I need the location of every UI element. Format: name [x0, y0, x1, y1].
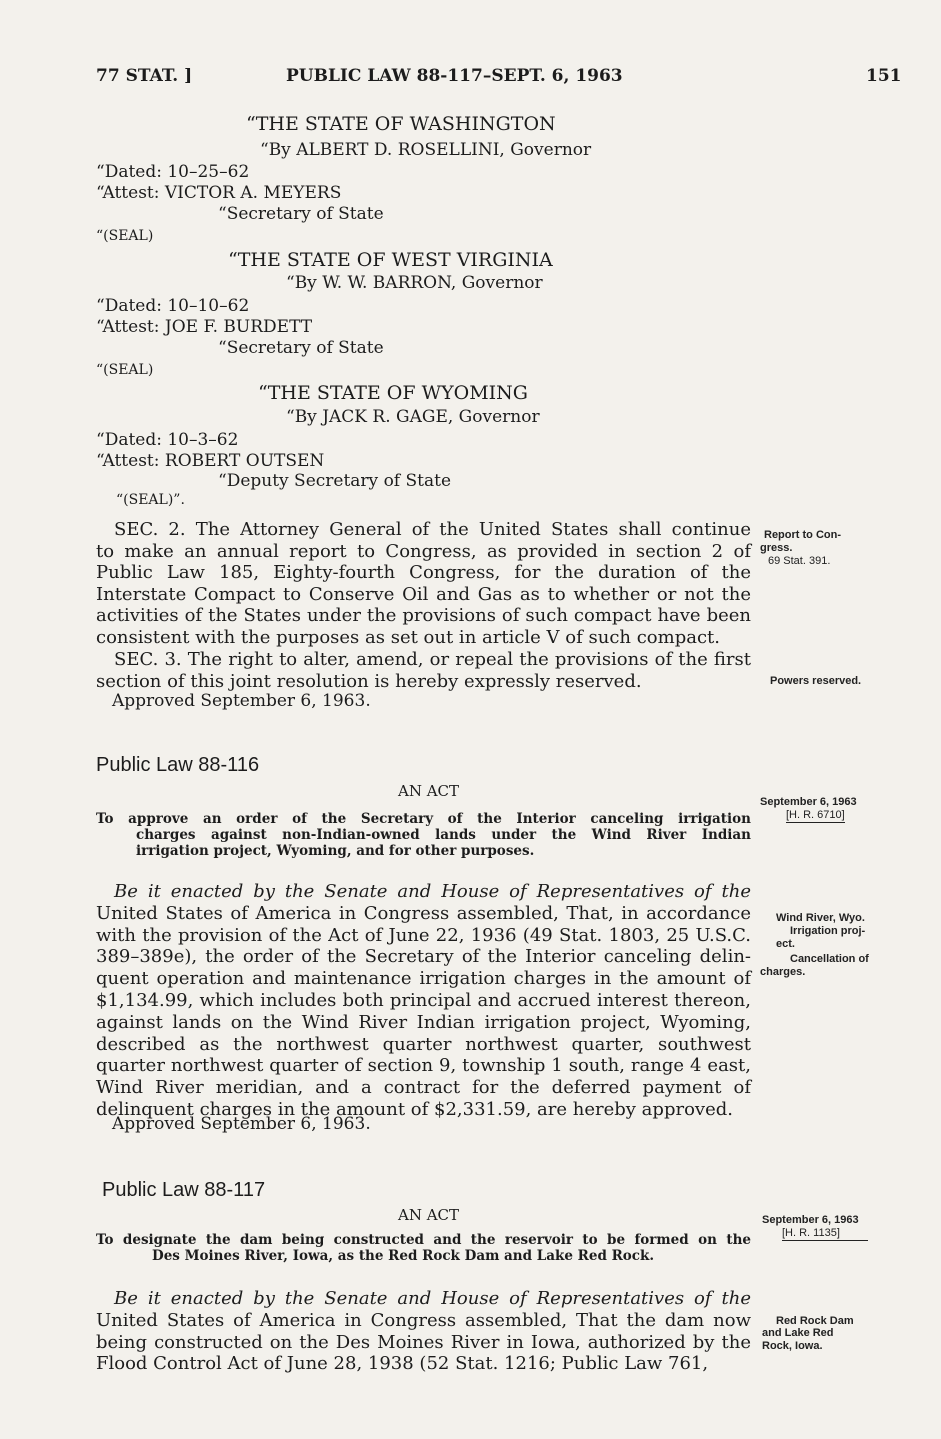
public-law-117-body — [96, 1288, 751, 1375]
west-virginia-attest: “Attest: JOE F. BURDETT — [96, 317, 313, 337]
margin-note-wind-river: Wind River, Wyo. — [776, 912, 865, 924]
body-line: United States of America in Congress assembled, That, in accordance — [96, 902, 751, 924]
body-line: quent operation and maintenance irrigation charges in the amount of — [96, 968, 751, 990]
summary-line: irrigation project, Wyoming, and for other purposes. — [136, 843, 535, 859]
section-3-paragraph — [96, 649, 751, 692]
section-2-line: consistent with the purposes as set out in article V of such compact. — [96, 626, 720, 648]
body-line: $1,134.99, which includes both principal and accrued interest thereon, — [96, 989, 751, 1011]
section-2-line: Public Law 185, Eighty-fourth Congress, for the duration of the — [96, 562, 751, 584]
west-virginia-dated: “Dated: 10–10–62 — [96, 296, 250, 316]
section-3-line: section of this joint resolution is hereby expressly reserved. — [96, 670, 642, 692]
body-line: delinquent charges in the amount of $2,331.59, are hereby approved. — [96, 1098, 733, 1120]
body-line: Wind River meridian, and a contract for the deferred payment of — [96, 1077, 751, 1099]
body-line: 389–389e), the order of the Secretary of the Interior canceling delin- — [96, 946, 751, 968]
approved-date: Approved September 6, 1963. — [112, 691, 371, 711]
public-law-116-summary — [96, 811, 751, 859]
margin-note-cancellation: Cancellation of — [790, 953, 869, 965]
margin-note-charges: charges. — [760, 966, 806, 978]
west-virginia-seal: “(SEAL) — [96, 362, 154, 378]
west-virginia-office: “Secretary of State — [218, 338, 384, 358]
washington-dated: “Dated: 10–25–62 — [96, 162, 250, 182]
section-3-line: SEC. 3. The right to alter, amend, or repeal the provisions of the first — [114, 649, 751, 670]
margin-note-report: gress. — [760, 542, 793, 554]
public-law-116-date: September 6, 1963 — [760, 796, 857, 808]
section-2-paragraph — [96, 519, 751, 649]
section-2-line: activities of the States under the provisions of such compact have been — [96, 605, 751, 627]
body-line: being constructed on the Des Moines River in Iowa, authorized by the — [96, 1331, 751, 1353]
summary-line: To approve an order of the Secretary of the Interior canceling irrigation — [96, 811, 751, 827]
header-page-number: 151 — [866, 66, 902, 86]
margin-note-irrigation: Irrigation proj- — [790, 925, 866, 937]
wyoming-office: “Deputy Secretary of State — [218, 471, 452, 491]
margin-note-red-rock: Red Rock Dam — [776, 1315, 854, 1327]
body-line: with the provision of the Act of June 22, 1936 (49 Stat. 1803, 25 U.S.C. — [96, 924, 751, 946]
body-line: Be it enacted by the Senate and House of Representatives of the — [114, 881, 751, 902]
west-virginia-title: “THE STATE OF WEST VIRGINIA — [228, 249, 553, 271]
summary-line: charges against non-Indian-owned lands under the Wind River Indian — [136, 827, 751, 843]
margin-note-irrigation: ect. — [776, 938, 795, 950]
approved-date: Approved September 6, 1963. — [112, 1114, 371, 1134]
washington-seal: “(SEAL) — [96, 228, 154, 244]
washington-attest: “Attest: VICTOR A. MEYERS — [96, 183, 342, 203]
section-2-line: Interstate Compact to Conserve Oil and Gas as to whether or not the — [96, 583, 751, 605]
section-2-line: SEC. 2. The Attorney General of the United States shall continue — [114, 519, 751, 540]
body-line: quarter northwest quarter of section 9, township 1 south, range 4 east, — [96, 1055, 751, 1077]
margin-note-powers: Powers reserved. — [770, 675, 862, 687]
margin-note-report: Report to Con- — [764, 529, 841, 541]
body-line: Flood Control Act of June 28, 1938 (52 Stat. 1216; Public Law 761, — [96, 1353, 709, 1375]
public-law-117-date: September 6, 1963 — [762, 1214, 859, 1226]
wyoming-attest: “Attest: ROBERT OUTSEN — [96, 451, 325, 471]
washington-office: “Secretary of State — [218, 204, 384, 224]
body-line: Be it enacted by the Senate and House of Representatives of the — [114, 1288, 751, 1309]
summary-line: Des Moines River, Iowa, as the Red Rock Dam and Lake Red Rock. — [152, 1248, 655, 1264]
public-law-117-heading: Public Law 88-117 — [102, 1179, 266, 1201]
margin-note-red-rock: and Lake Red — [762, 1327, 834, 1339]
public-law-117-bill: [H. R. 1135] — [782, 1227, 868, 1241]
margin-note-red-rock: Rock, Iowa. — [762, 1340, 823, 1352]
body-line: described as the northwest quarter northwest quarter, southwest — [96, 1033, 751, 1055]
wyoming-title: “THE STATE OF WYOMING — [258, 382, 528, 404]
header-title: PUBLIC LAW 88-117–SEPT. 6, 1963 — [286, 66, 623, 86]
public-law-117-act: AN ACT — [398, 1206, 460, 1224]
public-law-117-summary — [96, 1232, 751, 1264]
wyoming-seal: “(SEAL)”. — [116, 492, 185, 508]
body-line: United States of America in Congress assembled, That the dam now — [96, 1309, 751, 1331]
washington-governor: “By ALBERT D. ROSELLINI, Governor — [260, 140, 592, 160]
west-virginia-governor: “By W. W. BARRON, Governor — [286, 273, 543, 293]
washington-title: “THE STATE OF WASHINGTON — [246, 113, 556, 135]
header-volume: 77 STAT. ] — [96, 66, 193, 86]
public-law-116-bill: [H. R. 6710] — [786, 809, 845, 821]
public-law-116-act: AN ACT — [398, 782, 460, 800]
wyoming-dated: “Dated: 10–3–62 — [96, 430, 239, 450]
public-law-116-body — [96, 881, 751, 1121]
margin-note-citation: 69 Stat. 391. — [768, 555, 831, 567]
body-line: against lands on the Wind River Indian irrigation project, Wyoming, — [96, 1011, 751, 1033]
public-law-116-heading: Public Law 88-116 — [96, 754, 260, 776]
wyoming-governor: “By JACK R. GAGE, Governor — [286, 407, 540, 427]
summary-line: To designate the dam being constructed and the reservoir to be formed on the — [96, 1232, 751, 1248]
section-2-line: to make an annual report to Congress, as provided in section 2 of — [96, 540, 751, 562]
